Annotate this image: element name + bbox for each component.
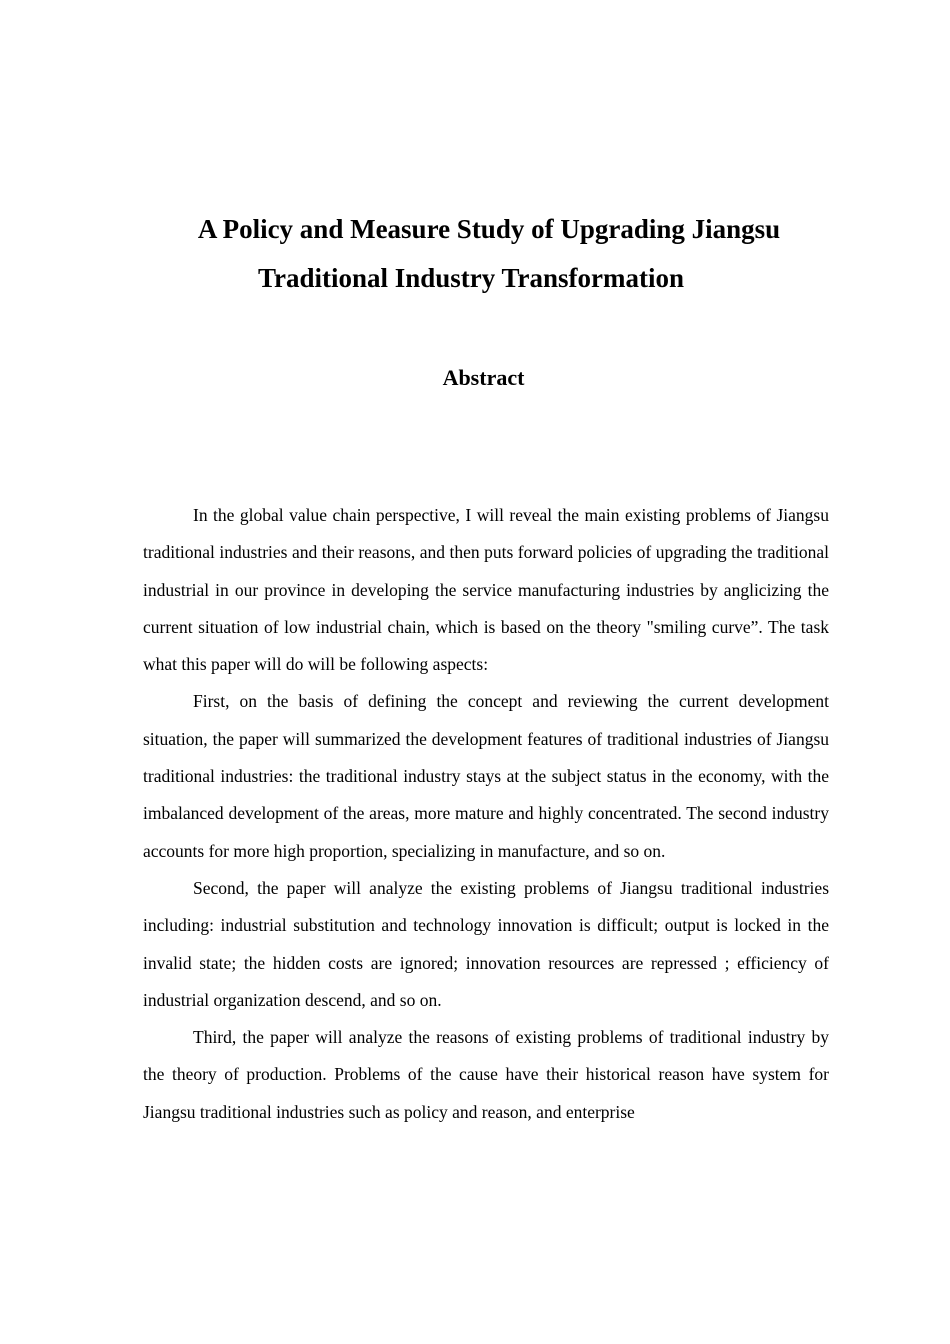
paper-title-line-1: A Policy and Measure Study of Upgrading Jiangsu — [197, 214, 781, 244]
abstract-paragraph-3: Second, the paper will analyze the existing problems of Jiangsu traditional industries including: industrial substitution and technology innovation is difficult; output is locked in the invalid state; the hidden costs are ignored; innovation resources are repressed ; efficiency of industrial organization descend, and so on. — [143, 877, 829, 1010]
abstract-paragraph-2: First, on the basis of defining the concept and reviewing the current development situation, the paper will summarized the development features of traditional industries of Jiangsu traditional industries: the traditional industry stays at the subject status in the economy, with the imbalanced development of the areas, more mature and highly concentrated. The second industry accounts for more high proportion, specializing in manufacture, and so on. — [143, 691, 829, 861]
abstract-paragraph-1: In the global value chain perspective, I will reveal the main existing problems of Jiangsu traditional industries and their reasons, and then puts forward policies of upgrading the traditional industrial in our province in developing the service manufacturing industries by anglicizing the current situation of low industrial chain, which is based on the theory "smiling curve”. The task what this paper will do will be following aspects: — [143, 505, 829, 675]
abstract-paragraph-4: Third, the paper will analyze the reasons of existing problems of traditional industry by the theory of production. Problems of the cause have their historical reason have system for Jiangsu traditional industries such as policy and reason, and enterprise — [143, 1027, 829, 1122]
abstract-body — [143, 497, 829, 1131]
abstract-heading: Abstract — [442, 365, 525, 390]
paper-title-line-2: Traditional Industry Transformation — [257, 263, 685, 293]
